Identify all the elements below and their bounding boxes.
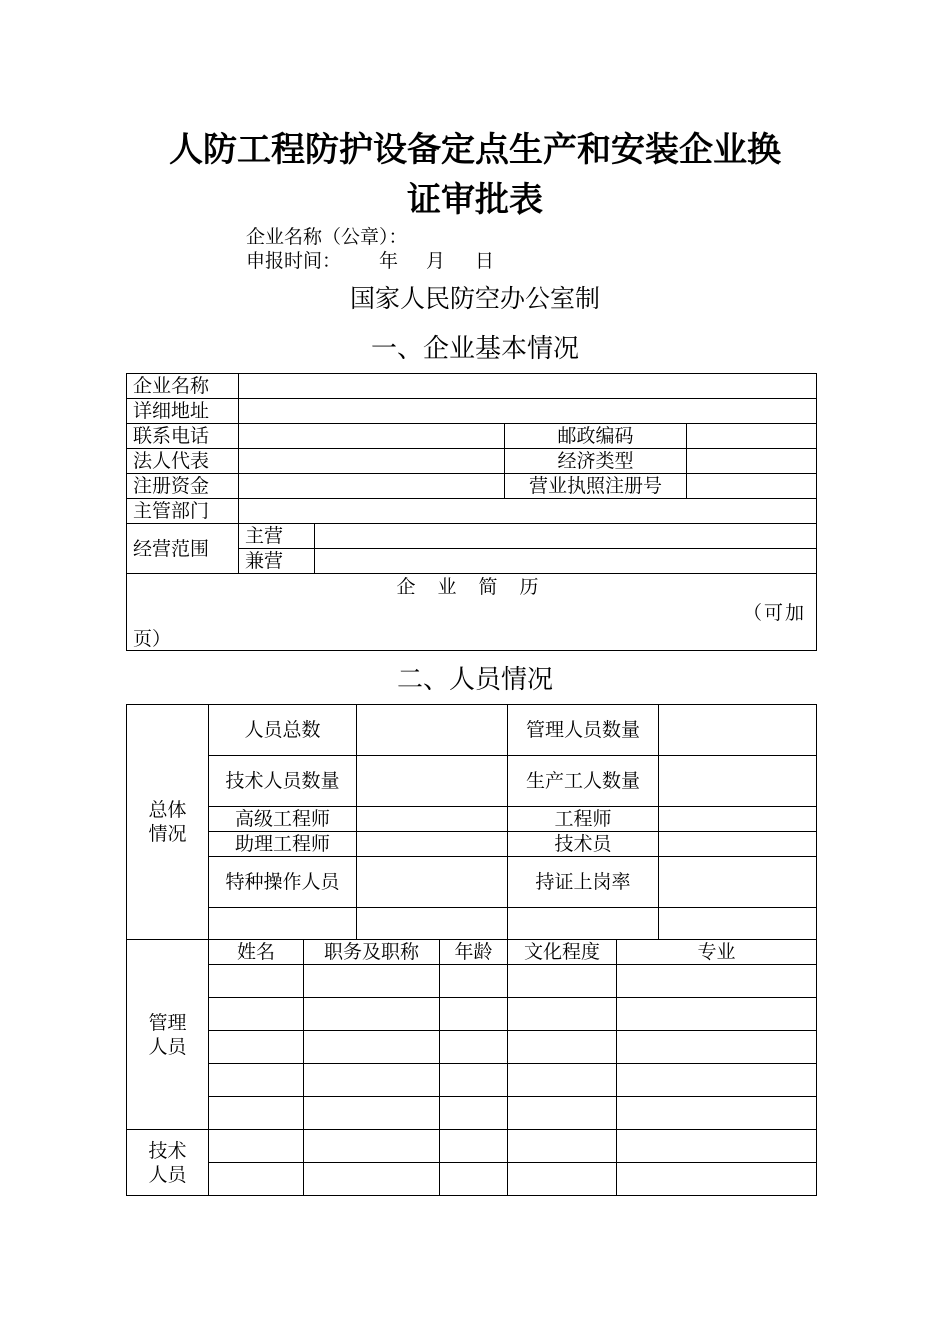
history-note: （可加 (742, 602, 806, 624)
personnel-table (126, 704, 817, 1196)
input-postcode[interactable] (687, 424, 817, 449)
input-license-no[interactable] (687, 474, 817, 499)
label-phone: 联系电话 (127, 424, 239, 449)
cell-major[interactable] (617, 998, 817, 1031)
page-title-line2: 证审批表 (407, 180, 543, 220)
report-date-label: 申报时间： (246, 250, 342, 272)
section2-title: 二、人员情况 (396, 665, 553, 695)
label-capital: 注册资金 (127, 474, 239, 499)
col-major: 专业 (617, 940, 817, 965)
input-engineer[interactable] (659, 807, 817, 832)
input-scope-side[interactable] (315, 549, 817, 574)
cell-education[interactable] (508, 965, 617, 998)
label-prod-count: 生产工人数量 (508, 756, 659, 807)
table-row (127, 965, 817, 998)
col-age: 年龄 (440, 940, 508, 965)
input-capital[interactable] (239, 474, 505, 499)
cell-major[interactable] (617, 1064, 817, 1097)
day-label: 日 (475, 250, 495, 272)
input-address[interactable] (239, 399, 817, 424)
cell-major[interactable] (617, 1130, 817, 1163)
cell-name[interactable] (209, 965, 304, 998)
label-cert-rate: 持证上岗率 (508, 857, 659, 908)
cell-title[interactable] (304, 1130, 440, 1163)
basic-info-table (126, 373, 817, 651)
label-asst-eng: 助理工程师 (209, 832, 357, 857)
label-legal-rep: 法人代表 (127, 449, 239, 474)
input-total[interactable] (357, 705, 508, 756)
page-title-line1: 人防工程防护设备定点生产和安装企业换 (169, 130, 781, 170)
cell-title[interactable] (304, 1097, 440, 1130)
input-special-ops[interactable] (357, 857, 508, 908)
label-technician: 技术员 (508, 832, 659, 857)
label-technical (127, 1130, 209, 1196)
label-address: 详细地址 (127, 399, 239, 424)
overall-text: 总体情况 (148, 799, 187, 845)
label-special-ops: 特种操作人员 (209, 857, 357, 908)
label-total: 人员总数 (209, 705, 357, 756)
cell-major[interactable] (617, 1163, 817, 1196)
cell-name[interactable] (209, 1097, 304, 1130)
col-title: 职务及职称 (304, 940, 440, 965)
col-education: 文化程度 (508, 940, 617, 965)
table-row (127, 1064, 817, 1097)
cell-education[interactable] (508, 1163, 617, 1196)
cell-title[interactable] (304, 1163, 440, 1196)
year-label: 年 (379, 250, 399, 272)
col-name: 姓名 (209, 940, 304, 965)
cell-title[interactable] (304, 998, 440, 1031)
input-scope-main[interactable] (315, 524, 817, 549)
cell-age[interactable] (440, 1130, 508, 1163)
cell-education[interactable] (508, 998, 617, 1031)
cell-name[interactable] (209, 1163, 304, 1196)
cell-age[interactable] (440, 1064, 508, 1097)
cell-age[interactable] (440, 1097, 508, 1130)
history-note-page: 页） (133, 628, 172, 650)
label-mgmt-count: 管理人员数量 (508, 705, 659, 756)
label-scope: 经营范围 (127, 524, 239, 574)
table-row (127, 1097, 817, 1130)
label-tech-count: 技术人员数量 (209, 756, 357, 807)
cell-education[interactable] (508, 1031, 617, 1064)
input-mgmt-count[interactable] (659, 705, 817, 756)
blank-cell[interactable] (659, 908, 817, 940)
input-department[interactable] (239, 499, 817, 524)
company-name-field (246, 225, 408, 249)
table-row (127, 998, 817, 1031)
blank-cell[interactable] (209, 908, 357, 940)
section1-title: 一、企业基本情况 (370, 334, 579, 364)
label-department: 主管部门 (127, 499, 239, 524)
input-prod-count[interactable] (659, 756, 817, 807)
table-row (127, 1163, 817, 1196)
cell-title[interactable] (304, 1031, 440, 1064)
management-text: 管理人员 (148, 1011, 187, 1058)
table-row (127, 1130, 817, 1163)
technical-text: 技术人员 (148, 1139, 187, 1186)
label-license-no: 营业执照注册号 (505, 474, 687, 499)
issuer-line: 国家人民防空办公室制 (349, 284, 600, 313)
cell-major[interactable] (617, 1097, 817, 1130)
history-cell[interactable] (127, 574, 817, 651)
cell-name[interactable] (209, 998, 304, 1031)
cell-age[interactable] (440, 1031, 508, 1064)
label-engineer: 工程师 (508, 807, 659, 832)
label-scope-side: 兼营 (239, 549, 315, 574)
label-company-name: 企业名称 (127, 374, 239, 399)
label-management (127, 940, 209, 1130)
cell-education[interactable] (508, 1064, 617, 1097)
history-heading: 企 业 简 历 (396, 576, 547, 598)
report-date-field (246, 249, 494, 273)
input-phone[interactable] (239, 424, 505, 449)
input-legal-rep[interactable] (239, 449, 505, 474)
cell-age[interactable] (440, 965, 508, 998)
input-economy-type[interactable] (687, 449, 817, 474)
cell-education[interactable] (508, 1130, 617, 1163)
cell-name[interactable] (209, 1130, 304, 1163)
cell-age[interactable] (440, 998, 508, 1031)
cell-education[interactable] (508, 1097, 617, 1130)
blank-cell[interactable] (357, 908, 508, 940)
month-label: 月 (426, 250, 446, 272)
cell-name[interactable] (209, 1031, 304, 1064)
label-senior-eng: 高级工程师 (209, 807, 357, 832)
cell-major[interactable] (617, 1031, 817, 1064)
input-asst-eng[interactable] (357, 832, 508, 857)
cell-title[interactable] (304, 965, 440, 998)
label-overall (127, 705, 209, 940)
company-name-label: 企业名称（公章）： (246, 226, 408, 248)
label-economy-type: 经济类型 (505, 449, 687, 474)
input-technician[interactable] (659, 832, 817, 857)
label-scope-main: 主营 (239, 524, 315, 549)
blank-cell[interactable] (508, 908, 659, 940)
cell-title[interactable] (304, 1064, 440, 1097)
cell-major[interactable] (617, 965, 817, 998)
table-row (127, 1031, 817, 1064)
label-postcode: 邮政编码 (505, 424, 687, 449)
input-senior-eng[interactable] (357, 807, 508, 832)
cell-age[interactable] (440, 1163, 508, 1196)
input-cert-rate[interactable] (659, 857, 817, 908)
input-company-name[interactable] (239, 374, 817, 399)
cell-name[interactable] (209, 1064, 304, 1097)
input-tech-count[interactable] (357, 756, 508, 807)
